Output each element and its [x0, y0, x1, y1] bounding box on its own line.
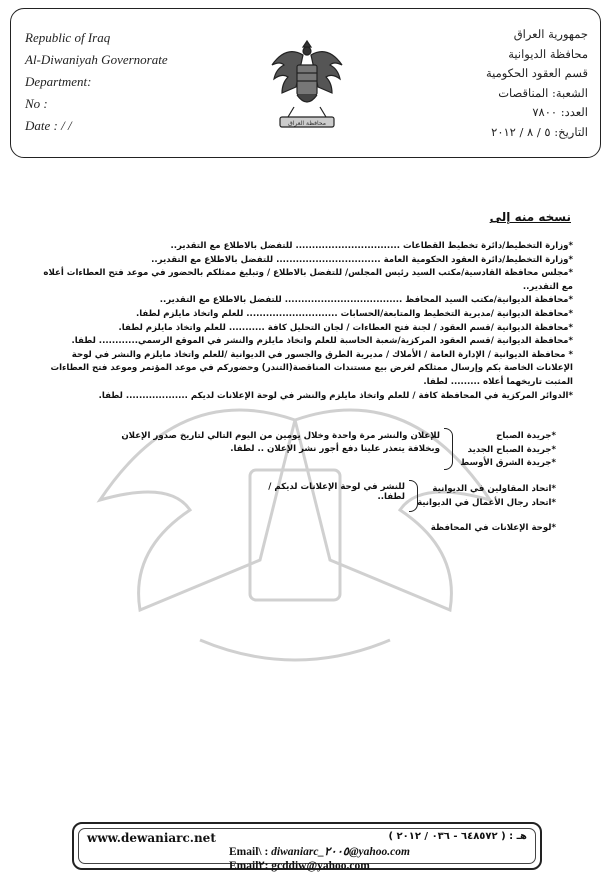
- email-secondary-value[interactable]: gcddiw@yahoo.com: [271, 860, 370, 872]
- unit-ar: الشعبة: المناقصات: [498, 85, 588, 100]
- recipient-item: *محافظة الديوانية /قسم العقود المركزية/شعبة الحاسبة للعلم واتخاذ مايلزم والنشر في الموقع الرسمي............ لطفا.: [71, 336, 573, 347]
- letterhead-english: [25, 27, 168, 137]
- recipient-item: *محافظة الديوانية/مكتب السيد المحافظ .................................... للتفضل بالاطلاع مع التقدير..: [159, 295, 573, 306]
- recipient-item: *محافظة الديوانية /قسم العقود / لجنة فتح العطاءات / لجان التحليل كافة ........... للعلم واتخاذ مايلزم لطفا.: [118, 322, 573, 333]
- organization-item: *اتحاد المقاولين في الديوانية: [432, 484, 556, 494]
- recipient-item: * محافظة الديوانية / الإدارة العامة / الأملاك / مديرية الطرق والجسور في الديوانية /للعلم واتخاذ مايلزم والنشر في لوحة الإعلانات الخاصة بكم وإرسال ممثلكم لغرض بيع مستندات المناقصة(التندر) وحضوركم في موعد المؤتمر وموعد فتح العطاءات المثبت تاريخهما أعلاه ......... لطفا.: [50, 349, 573, 387]
- letterhead-arabic: [486, 25, 588, 142]
- newspaper-item: *جريدة الصباح: [496, 431, 556, 441]
- organizations-note: للنشر في لوحة الإعلانات لديكم / لطفا..: [268, 482, 405, 502]
- newspaper-item: *جريدة الشرق الأوسط: [460, 458, 556, 469]
- date-ar: التاريخ: ٥ / ٨ / ٢٠١٢: [491, 124, 588, 139]
- email-primary-value[interactable]: diwaniarc_٢٠٠٥@yahoo.com: [271, 846, 410, 858]
- governorate-en: Al-Diwaniyah Governorate: [25, 52, 168, 67]
- email-secondary-label: Email٢:: [229, 860, 269, 872]
- iraq-eagle-emblem-icon: [266, 35, 348, 139]
- country-en: Republic of Iraq: [25, 30, 111, 45]
- newspapers-note: للإعلان والنشر مرة واحدة وخلال يومين من اليوم التالي لتاريخ صدور الإعلان وبخلافة يتعذر علينا دفع أجور نشر الإعلان .. لطفا.: [121, 431, 440, 454]
- organization-item: *اتحاد رجال الأعمال في الديوانية: [417, 498, 556, 508]
- email-primary[interactable]: [229, 844, 410, 858]
- section-ar: قسم العقود الحكومية: [485, 66, 588, 80]
- footer-inner-border: [78, 828, 536, 872]
- newspapers-brace: [444, 428, 453, 470]
- organizations-list: [417, 482, 556, 510]
- letterhead: [10, 8, 601, 158]
- number-en: No :: [25, 96, 48, 111]
- notice-board: *لوحة الإعلانات في المحافظة: [430, 523, 556, 533]
- newspaper-item: *جريدة الصباح الجديد: [467, 444, 556, 455]
- website-link[interactable]: www.dewaniarc.net: [87, 831, 216, 845]
- governorate-ar: محافظة الديوانية: [508, 46, 588, 61]
- recipient-item: *محافظة الديوانية /مديرية التخطيط والمتابعة/الحسابات ............................ للعلم واتخاذ مايلزم لطفا.: [135, 308, 573, 319]
- email-primary-label: Email\ :: [229, 846, 269, 858]
- recipient-item: *الدوائر المركزية في المحافظة كافة / للعلم واتخاذ مايلزم والنشر في لوحة الإعلانات لديكم ................... لطفا.: [98, 390, 573, 401]
- recipient-item: *وزارة التخطيط/دائرة تخطيط القطاعات ................................ للتفضل بالاطلاع مع التقدير..: [170, 241, 573, 251]
- organizations-brace: [409, 480, 418, 512]
- recipients-list: [36, 240, 573, 403]
- emblem-scroll-text: محافظة العراق: [288, 120, 326, 127]
- recipient-item: *مجلس محافظة القادسية/مكتب السيد رئيس المجلس/ للتفضل بالاطلاع / وتبليغ ممثلكم بالحضور في موعد فتح العطاءات أعلاه مع التقدير..: [43, 268, 573, 292]
- copy-to-heading: نسخه منه إلى: [489, 210, 571, 224]
- country-ar: جمهورية العراق: [513, 27, 588, 41]
- phone-number: هـ : ( ٦٤٨٥٧٢ - ٠٣٦ / ٢٠١٢ ): [388, 831, 527, 842]
- email-secondary[interactable]: [229, 858, 370, 872]
- newspapers-list: [460, 430, 556, 471]
- number-ar: العدد: ٧٨٠٠: [532, 105, 588, 119]
- department-en: Department:: [25, 74, 92, 89]
- date-en: Date : / /: [25, 118, 72, 133]
- recipient-item: *وزارة التخطيط/دائرة العقود الحكومية العامة ................................ للتفضل بالاطلاع مع التقدير..: [151, 254, 573, 265]
- footer-box: [72, 822, 542, 870]
